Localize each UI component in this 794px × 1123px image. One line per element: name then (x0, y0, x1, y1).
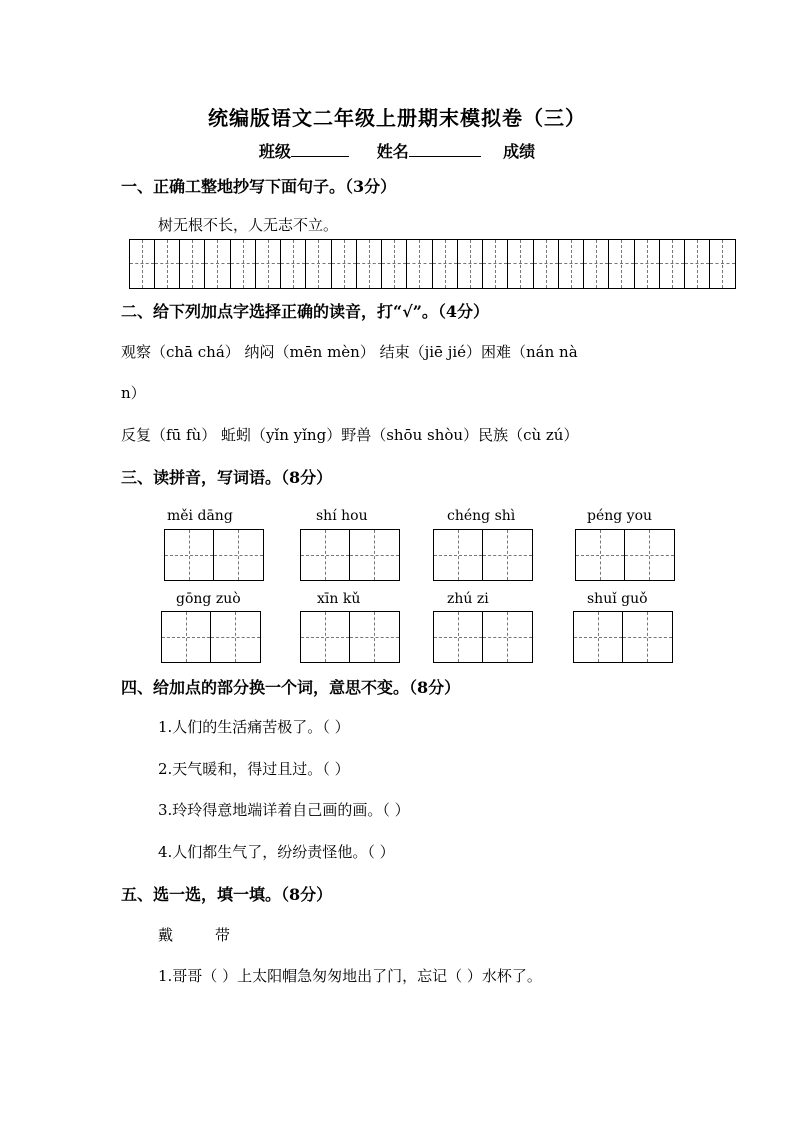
question-item: 1.人们的生活痛苦极了。（ ） (158, 718, 350, 736)
option-word: 带 (215, 926, 231, 944)
section5-heading: 五、选一选，填一填。（8分） (121, 885, 333, 904)
grid-group (432, 239, 534, 289)
pinyin-word: zhú zi (447, 591, 489, 607)
question-item: 4.人们都生气了，纷纷责怪他。（ ） (158, 843, 395, 861)
word-writing-box[interactable] (575, 529, 675, 581)
section2-heading: 二、给下列加点字选择正确的读音，打“√”。（4分） (121, 302, 490, 321)
section4-heading: 四、给加点的部分换一个词，意思不变。（8分） (121, 678, 461, 697)
option-word: 戴 (158, 926, 174, 944)
pinyin-word: gōng zuò (176, 591, 241, 607)
question-item: 1.哥哥（ ）上太阳帽急匆匆地出了门，忘记（ ）水杯了。 (158, 967, 542, 985)
grid-group (331, 239, 433, 289)
word-writing-box[interactable] (300, 611, 400, 663)
grid-group (634, 239, 736, 289)
copy-writing-grid[interactable] (129, 239, 737, 289)
word-writing-box[interactable] (433, 529, 533, 581)
word-writing-box[interactable] (433, 611, 533, 663)
page-title: 统编版语文二年级上册期末模拟卷（三） (208, 106, 586, 130)
question-item: 2.天气暖和，得过且过。（ ） (158, 760, 350, 778)
pinyin-word: péng you (587, 508, 653, 524)
word-writing-box[interactable] (573, 611, 673, 663)
section3-heading: 三、读拼音，写词语。（8分） (121, 468, 333, 487)
pinyin-word: shí hou (316, 508, 368, 524)
class-label: 班级 (258, 142, 291, 161)
word-writing-box[interactable] (161, 611, 261, 663)
pinyin-choice-line-1: 观察（chā chá） 纳闷（mēn mèn） 结束（jiē jié）困难（nán nà (121, 343, 578, 361)
pinyin-word: měi dāng (167, 508, 233, 524)
grid-group (533, 239, 635, 289)
question-item: 3.玲玲得意地端详着自己画的画。（ ） (158, 801, 410, 819)
word-writing-box[interactable] (164, 529, 264, 581)
word-writing-box[interactable] (300, 529, 400, 581)
pinyin-word: shuǐ guǒ (587, 591, 648, 607)
student-info-line (0, 139, 794, 162)
class-blank (291, 142, 349, 157)
score-label: 成绩 (503, 142, 536, 161)
grid-group (129, 239, 231, 289)
pinyin-word: xīn kǔ (317, 591, 361, 607)
section1-heading: 一、正确工整地抄写下面句子。（3分） (121, 177, 397, 196)
name-blank (409, 142, 481, 157)
pinyin-choice-line-1-cont: n） (121, 384, 146, 402)
pinyin-word: chéng shì (447, 508, 516, 524)
pinyin-choice-line-2: 反复（fū fù） 蚯蚓（yǐn yǐng）野兽（shōu shòu）民族（cù zú） (121, 426, 579, 444)
copy-sentence: 树无根不长，人无志不立。 (158, 216, 339, 234)
grid-group (230, 239, 332, 289)
name-label: 姓名 (376, 142, 409, 161)
